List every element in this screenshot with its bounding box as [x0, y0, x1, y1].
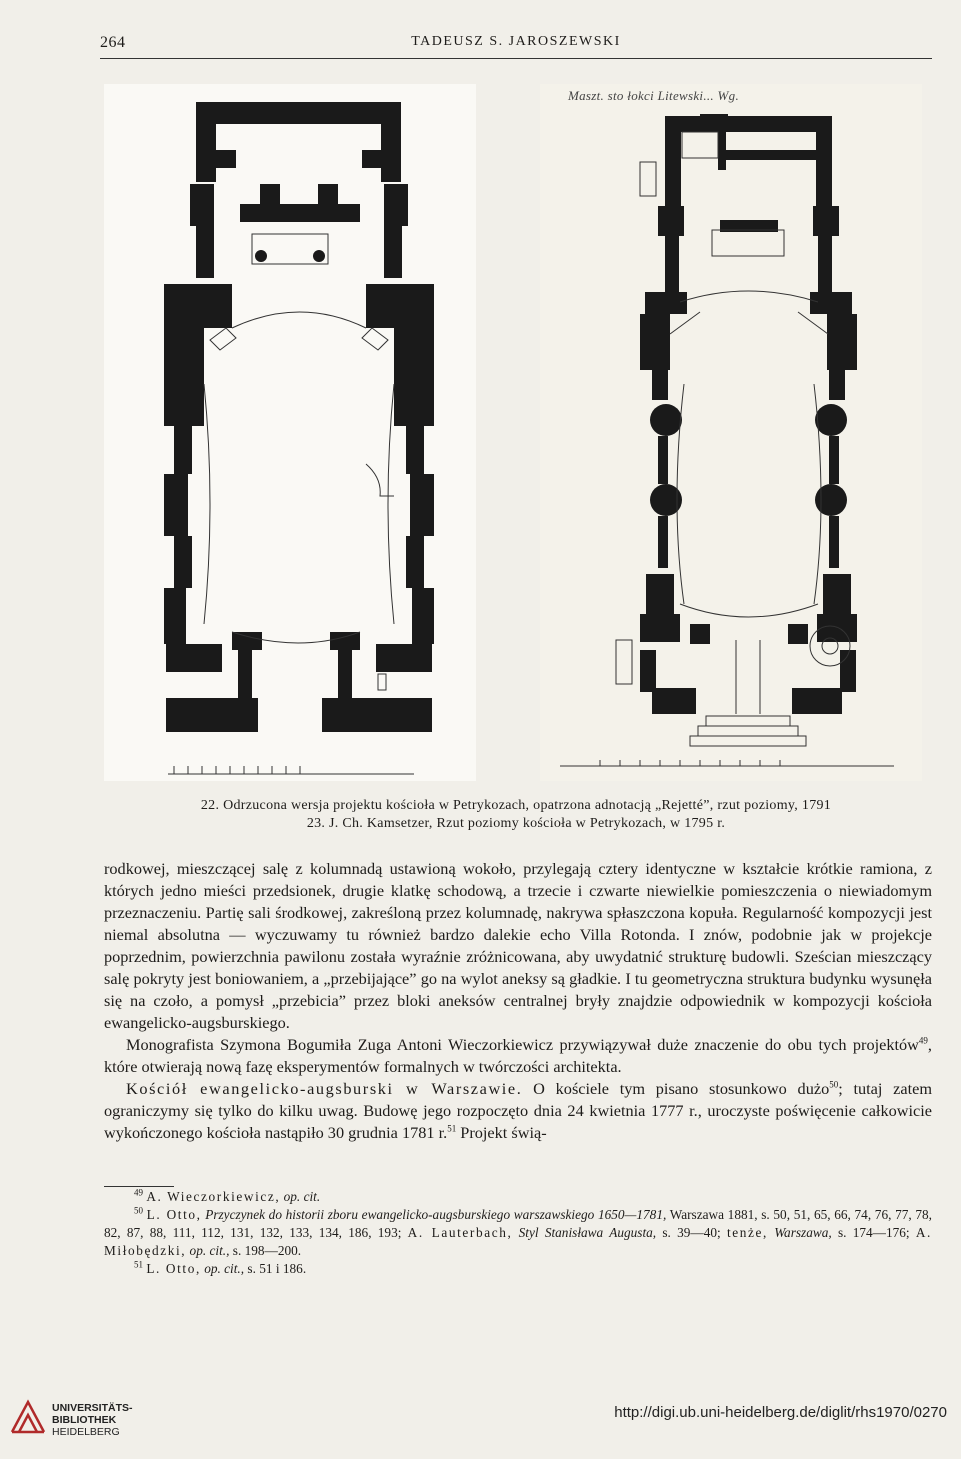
footnote-number: 50: [134, 1205, 143, 1216]
figure-23-floor-plan: [540, 84, 922, 781]
footnote-title: Styl Stanisława Augusta,: [512, 1225, 657, 1240]
footnote-ref: op. cit.,: [186, 1243, 230, 1258]
library-name-line: BIBLIOTHEK: [52, 1414, 117, 1426]
library-name: [52, 1402, 133, 1438]
footnote-author: A. Lauterbach,: [407, 1225, 513, 1240]
footnote-number: 51: [134, 1259, 143, 1270]
footnote-ref: op. cit.,: [200, 1261, 245, 1276]
footnote-49: [104, 1188, 932, 1206]
paragraph-text: Monografista Szymona Bogumiła Zuga Antoni Wieczorkiewicz przywiązywał duże znaczenie do obu tych projektów: [126, 1035, 919, 1054]
footnote-text: s. 198—200.: [229, 1243, 302, 1258]
figure-captions: [100, 797, 932, 833]
library-name-line: UNIVERSITÄTS-: [52, 1402, 133, 1414]
paragraph-text: ; tutaj zatem ograniczymy się tylko do kilku uwag. Budowę jego rozpoczęto dnia 24 kwietnia 1777 r., uroczyste poświęcenie całkowicie wykończonego kościoła nastąpiło 30 grudnia 1781 r.: [104, 1079, 933, 1142]
running-header: [100, 34, 932, 58]
footnote-text: s. 51 i 186.: [244, 1261, 307, 1276]
footnotes: [104, 1188, 932, 1278]
footnote-51: [104, 1260, 932, 1278]
footnote-ref-50[interactable]: 50: [829, 1079, 839, 1090]
caption-22: 22. Odrzucona wersja projektu kościoła w Petrykozach, opatrzona adnotacją „Rejetté”, rzut poziomy, 1791: [200, 798, 832, 813]
footnote-ref-49[interactable]: 49: [918, 1035, 928, 1046]
footnote-text: s. 174—176;: [831, 1225, 916, 1240]
footnote-author: L. Otto,: [146, 1261, 201, 1276]
footnote-author: tenże,: [726, 1225, 768, 1240]
floor-plan-23-drawing: [540, 84, 922, 781]
page-number: 264: [100, 34, 126, 51]
running-head: TADEUSZ S. JAROSZEWSKI: [411, 34, 621, 49]
footnote-author: A. Miłobędzki,: [104, 1225, 932, 1258]
library-logo-icon: [8, 1398, 48, 1436]
footnote-title: Warszawa,: [767, 1225, 832, 1240]
paragraph-text: O kościele tym pisano stosunkowo dużo: [522, 1079, 830, 1098]
library-name-line: HEIDELBERG: [52, 1426, 120, 1438]
footnote-text: Warszawa 1881, s. 50, 51, 65, 66, 74, 76, 77, 78, 82, 87, 88, 111, 112, 131, 132, 133, 134, 186, 193;: [104, 1207, 932, 1240]
handwritten-annotation: Maszt. sto łokci Litewski... Wg.: [568, 88, 740, 103]
paragraph: rodkowej, mieszczącej salę z kolumnadą ustawioną wokoło, przylegają cztery identyczne w kształcie krótkie ramiona, z których jedno mieści przedsionek, drugie klatkę schodową, a trzecie i czwarte niewielkie pomieszczenia o niewiadomym przeznaczeniu. Partię sali środkowej, zakreśloną przez kolumnadę, nakrywa spłaszczona kopuła. Regularność kompozycji jest niemal absolutna — wyczuwamy tu również bardzo dalekie echo Villa Rotonda. I znów, podobnie jak w projekcje poprzednim, powierzchnia pawilonu została wyraźnie zróżnicowana, aby uwydatnić strukturę budowli. Sześcian mieszczący salę pokryty jest boniowaniem, a „przebijające” go na wylot aneksy są gładkie. I tu geometryczna struktura budynku wysunęła się na czoło, a pomysł „przebicia” przez bloki aneksów centralnej bryły znajdzie odpowiednik w kompozycji kościoła ewangelicko-augsburskiego.: [104, 859, 932, 1032]
header-rule: [100, 58, 932, 59]
footnote-50: [104, 1206, 932, 1260]
footnote-ref: op. cit.: [280, 1189, 321, 1204]
section-heading-inline: Kościół ewangelicko-augsburski w Warszawie.: [126, 1079, 523, 1098]
caption-23: 23. J. Ch. Kamsetzer, Rzut poziomy kościoła w Petrykozach, w 1795 r.: [306, 816, 726, 831]
body-text: [104, 858, 932, 1144]
paragraph-text: , które otwierają nową fazę eksperymentów formalnych w twórczości architekta.: [104, 1035, 932, 1076]
footnote-author: L. Otto,: [146, 1207, 202, 1222]
paragraph: [104, 1078, 932, 1144]
footnote-title: Przyczynek do historii zboru ewangelicko-augsburskiego warszawskiego 1650—1781,: [201, 1207, 667, 1222]
digitization-footer: [0, 1394, 961, 1440]
footnote-number: 49: [134, 1187, 143, 1198]
floor-plan-22-drawing: [104, 84, 476, 781]
footnote-ref-51[interactable]: 51: [447, 1123, 457, 1134]
paragraph: [104, 1034, 932, 1078]
footnote-text: s. 39—40;: [656, 1225, 727, 1240]
paragraph-text: Projekt świą-: [456, 1123, 547, 1142]
permalink-url[interactable]: http://digi.ub.uni-heidelberg.de/diglit/rhs1970/0270: [614, 1404, 947, 1421]
figure-22-floor-plan: [104, 84, 476, 781]
footnote-author: A. Wieczorkiewicz,: [146, 1189, 281, 1204]
